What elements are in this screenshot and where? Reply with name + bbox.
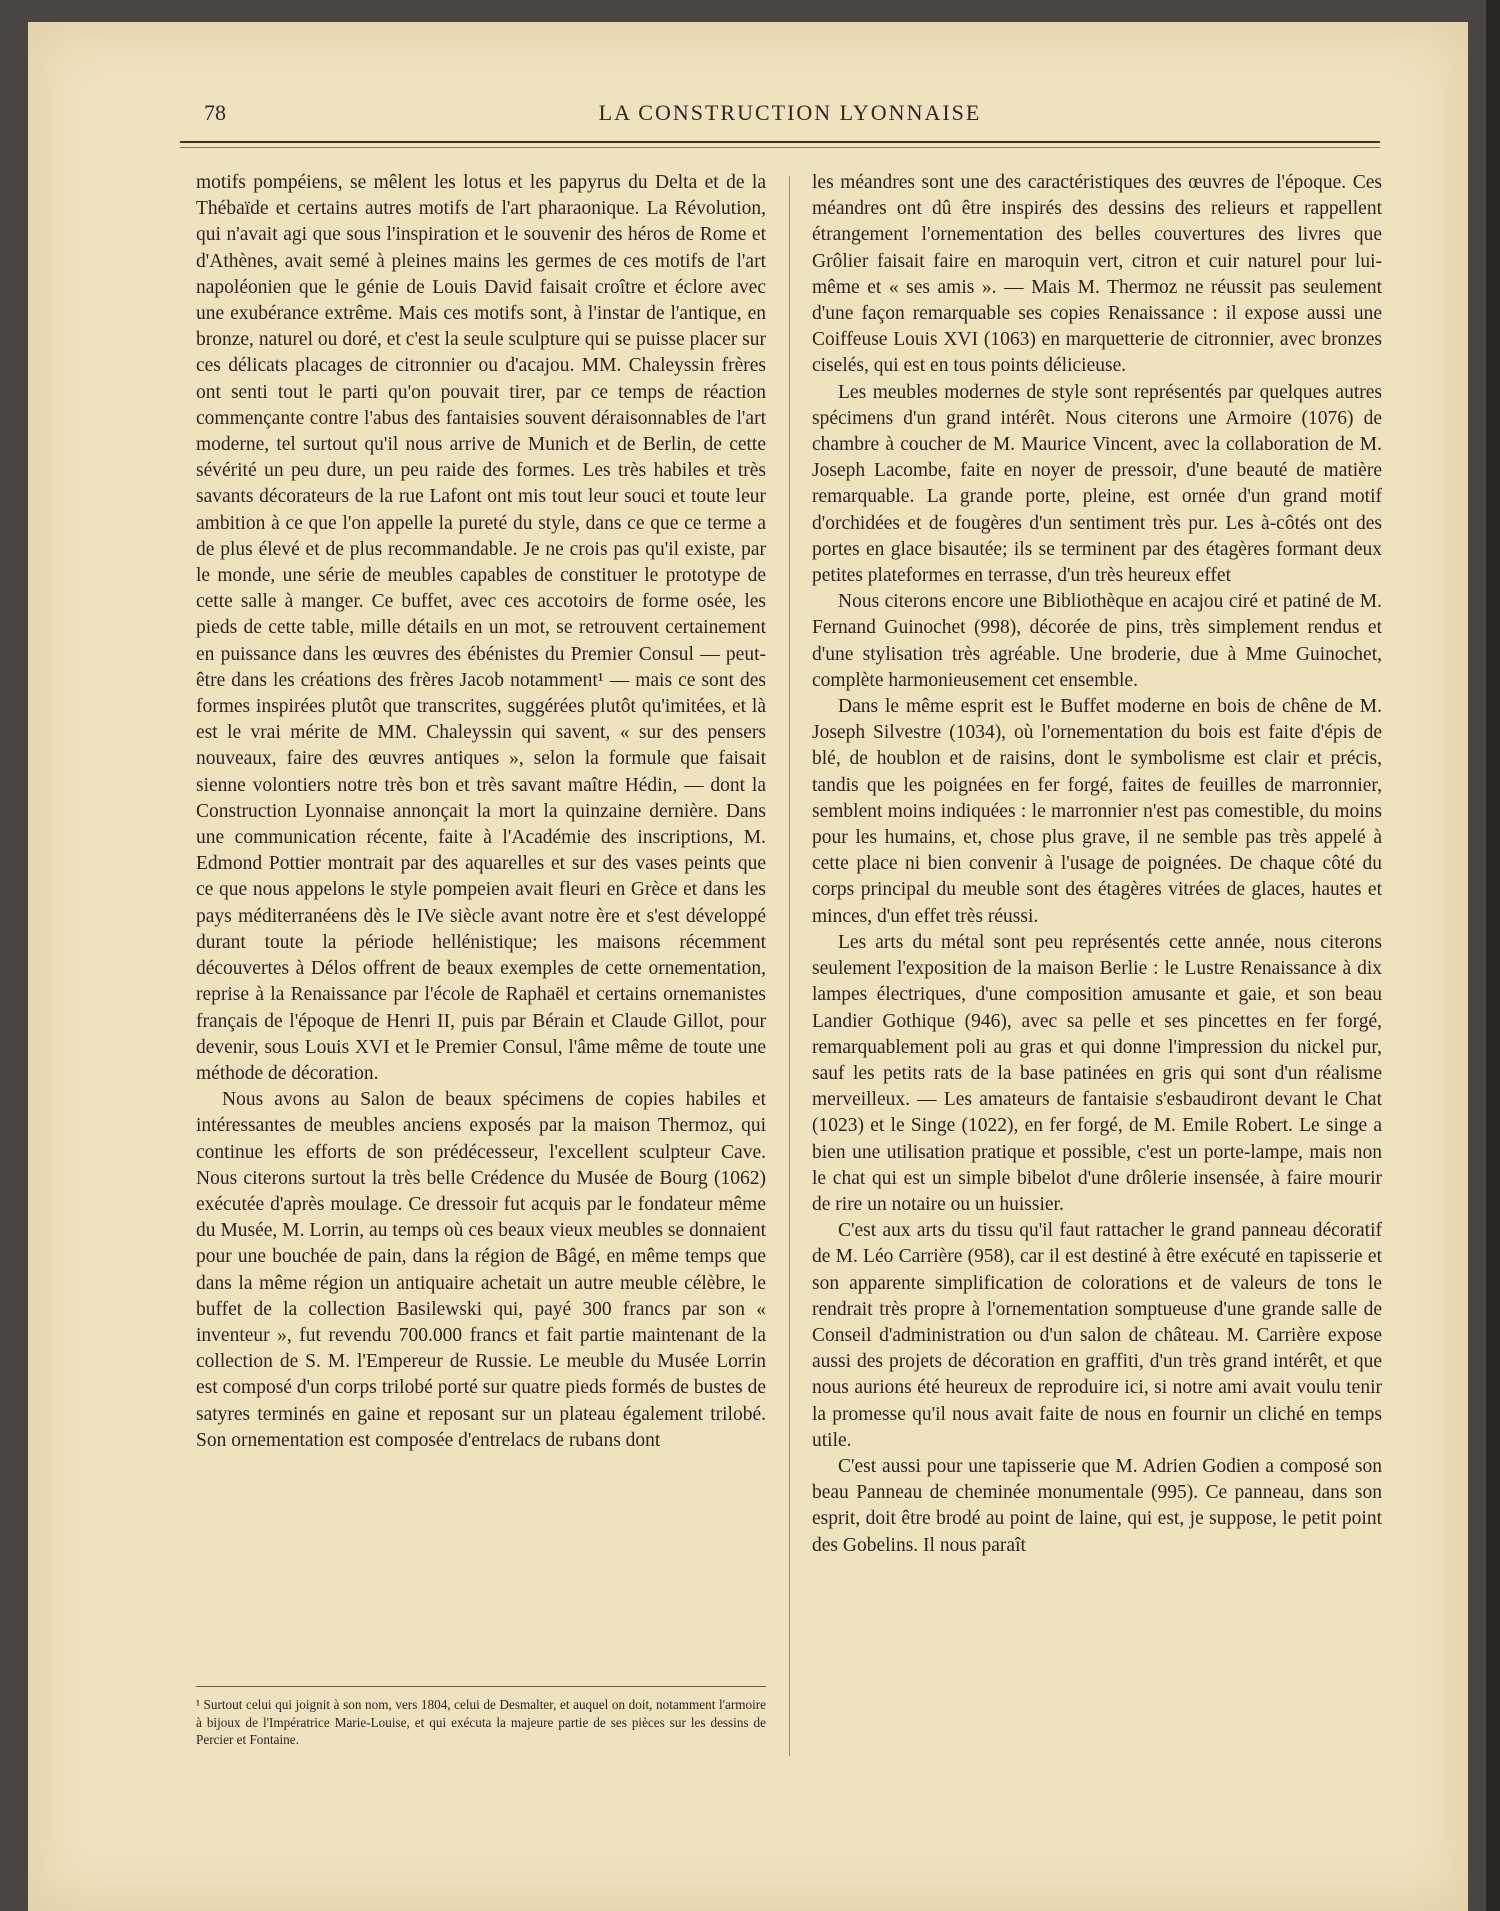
column-separator <box>789 176 790 1756</box>
paragraph: Les meubles modernes de style sont représentés par quelques autres spécimens d'un grand intérêt. Nous citerons une Armoire (1076) de chambre à coucher de M. Maurice Vincent, avec la collaboration de M. Joseph Lacombe, faite en noyer de pressoir, d'une beauté de matière remarquable. La grande porte, pleine, est ornée d'un grand motif d'orchidées et de fougères d'un sentiment très pur. Les à-côtés ont des portes en glace bisautée; ils se terminent par des étagères formant deux petites plateformes en terrasse, d'un très heureux effet <box>812 381 1382 587</box>
footnote-rule <box>196 1686 766 1687</box>
paragraph: C'est aux arts du tissu qu'il faut rattacher le grand panneau décoratif de M. Léo Carrière (958), car il est destiné à être exécuté en tapisserie et son apparente simplification de colorations et de valeurs de tons le rendrait très propre à l'ornementation somptueuse d'une grande salle de Conseil d'administration ou d'un salon de château. M. Carrière expose aussi des projets de décoration en graffiti, d'un très grand intérêt, et que nous aurions été heureux de reproduire ici, si notre ami avait voulu tenir la promesse qu'il nous avait faite de nous en fournir un cliché en temps utile. <box>812 1220 1382 1451</box>
right-column <box>812 170 1382 1559</box>
paragraph: Les arts du métal sont peu représentés cette année, nous citerons seulement l'exposition de la maison Berlie : le Lustre Renaissance à dix lampes électriques, d'une composition amusante et gaie, et son beau Landier Gothique (946), avec sa pelle et ses pincettes en fer forgé, remarquablement poli au gras et qui donne l'impression du nickel pur, sauf les petits rats de la base patinées en gris qui sont d'un réalisme merveilleux. — Les amateurs de fantaisie s'esbaudiront devant le Chat (1023) et le Singe (1022), en fer forgé, de M. Emile Robert. Le singe a bien une utilisation pratique et possible, c'est un porte-lampe, mais non le chat qui est un simple bibelot d'une drôlerie insensée, à faire mourir de rire un notaire ou un huissier. <box>812 931 1382 1215</box>
paragraph: Nous avons au Salon de beaux spécimens de copies habiles et intéressantes de meubles anciens exposés par la maison Thermoz, qui continue les efforts de son prédécesseur, l'excellent sculpteur Cave. Nous citerons surtout la très belle Crédence du Musée de Bourg (1062) exécutée d'après moulage. Ce dressoir fut acquis par le fondateur même du Musée, M. Lorrin, au temps où ces beaux vieux meubles se donnaient pour une bouchée de pain, dans la région de Bâgé, en même temps que dans la même région un antiquaire achetait un autre meuble célèbre, le buffet de la collection Basilewski qui, payé 300 francs par son « inventeur », fut revendu 700.000 francs et fait partie maintenant de la collection de S. M. l'Empereur de Russie. Le meuble du Musée Lorrin est composé d'un corps trilobé porté sur quatre pieds formés de bustes de satyres terminés en gaine et reposant sur un plateau également trilobé. Son ornementation est composée d'entrelacs de rubans dont <box>196 1089 766 1451</box>
page-binding-edge <box>1486 0 1500 1911</box>
page-number: 78 <box>204 100 226 125</box>
header-rule <box>180 141 1380 143</box>
paragraph: Dans le même esprit est le Buffet moderne en bois de chêne de M. Joseph Silvestre (1034), où l'ornementation du bois est faite d'épis de blé, de houblon et de raisins, dont le symbolisme est clair et précis, tandis que les poignées en fer forgé, faites de feuilles de marronnier, semblent moins indiquées : le marronnier n'est pas comestible, du moins pour les humains, et, chose plus grave, il ne semble pas très appelé à cette place ni bien convenir à l'usage de poignées. De chaque côté du corps principal du meuble sont des étagères vitrées de glaces, hautes et minces, d'un effet très réussi. <box>812 696 1382 927</box>
running-title: LA CONSTRUCTION LYONNAISE <box>598 100 982 125</box>
header-rule-thin <box>180 147 1380 148</box>
footnote: ¹ Surtout celui qui joignit à son nom, vers 1804, celui de Desmalter, et auquel on doit, notamment l'armoire à bijoux de l'Impératrice Marie-Louise, et qui exécuta la majeure partie de ses pièces sur les dessins de Percier et Fontaine. <box>196 1697 766 1747</box>
left-column <box>196 170 766 1454</box>
page-header <box>180 98 1400 130</box>
paragraph: motifs pompéiens, se mêlent les lotus et les papyrus du Delta et de la Thébaïde et certains autres motifs de l'art pharaonique. La Révolution, qui n'avait agi que sous l'inspiration et le souvenir des héros de Rome et d'Athènes, avait semé à pleines mains les germes de ces motifs de l'art napoléonien que le génie de Louis David faisait croître et éclore avec une exubérance extrême. Mais ces motifs sont, à l'instar de l'antique, en bronze, naturel ou doré, et c'est la seule sculpture qui se puisse placer sur ces délicats placages de citronnier ou d'acajou. MM. Chaleyssin frères ont senti tout le parti qu'on pouvait tirer, par ce temps de réaction commençante contre l'abus des fantaisies souvent déraisonnables de l'art moderne, tel surtout qu'il nous arrive de Munich et de Berlin, de cette sévérité un peu dure, un peu raide des formes. Les très habiles et très savants décorateurs de la rue Lafont ont mis tout leur souci et toute leur ambition à ce que l'on appelle la pureté du style, dans ce que ce terme a de plus élevé et de plus recommandable. Je ne crois pas qu'il existe, par le monde, une série de meubles capables de constituer le prototype de cette salle à manger. Ce buffet, avec ces accotoirs de forme osée, les pieds de cette table, mille détails en un mot, se retrouvent certainement en puissance dans les œuvres des ébénistes du Premier Consul — peut-être dans les créations des frères Jacob notamment¹ — mais ce sont des formes inspirées plutôt que transcrites, suggérées plutôt qu'imitées, et là est le vrai mérite de MM. Chaleyssin qui savent, « sur des pensers nouveaux, faire des œuvres antiques », selon la formule que faisait sienne volontiers notre très bon et très savant maître Hédin, — dont la Construction Lyonnaise annonçait la mort la quinzaine dernière. Dans une communication récente, faite à l'Académie des inscriptions, M. Edmond Pottier montrait par des aquarelles et sur des vases peints que ce que nous appelons le style pompeien avait fleuri en Grèce et dans les pays méditerranéens dès le IVe siècle avant notre ère et s'est développé durant toute la période hellénistique; les maisons récemment découvertes à Délos offrent de beaux exemples de cette ornementation, reprise à la Renaissance par l'école de Raphaël et certains ornemanistes français de l'époque de Henri II, puis par Bérain et Claude Gillot, pour devenir, sous Louis XVI et le Premier Consul, l'âme même de toute une méthode de décoration. <box>196 172 766 1084</box>
paragraph: Nous citerons encore une Bibliothèque en acajou ciré et patiné de M. Fernand Guinochet (998), décorée de pins, très simplement rendus et d'une stylisation très agréable. Une broderie, due à Mme Guinochet, complète harmonieusement cet ensemble. <box>812 591 1382 691</box>
paragraph: C'est aussi pour une tapisserie que M. Adrien Godien a composé son beau Panneau de cheminée monumentale (995). Ce panneau, dans son esprit, doit être brodé au point de laine, qui est, je suppose, le petit point des Gobelins. Il nous paraît <box>812 1455 1382 1556</box>
paragraph: les méandres sont une des caractéristiques des œuvres de l'époque. Ces méandres ont dû être inspirés des dessins des relieurs et rappellent étrangement l'ornementation des belles couvertures des livres que Grôlier faisait faire en maroquin vert, citron et cuir naturel pour lui-même et « ses amis ». — Mais M. Thermoz ne réussit pas seulement d'une façon remarquable ses copies Renaissance : il expose aussi une Coiffeuse Louis XVI (1063) en marquetterie de citronnier, avec bronzes ciselés, qui est en tous points délicieuse. <box>812 172 1382 377</box>
